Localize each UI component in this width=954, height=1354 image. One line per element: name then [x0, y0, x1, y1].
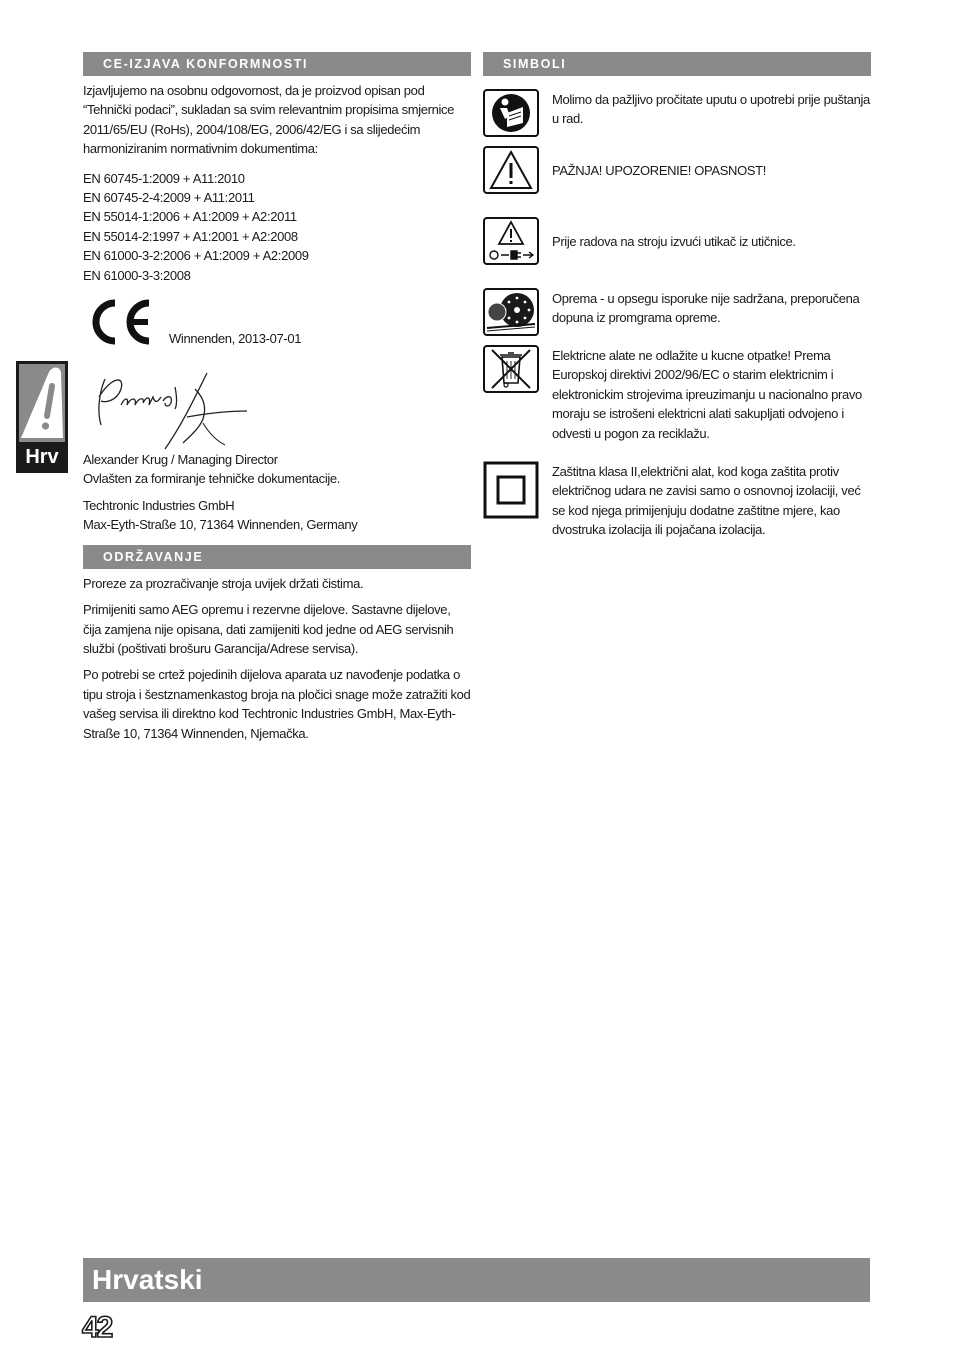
unplug-warning-icon: [483, 217, 539, 265]
warning-exclamation-icon: [19, 364, 65, 442]
standard-item: EN 55014-2:1997 + A1:2001 + A2:2008: [83, 228, 298, 244]
ce-declaration-text: Izjavljujemo na osobnu odgovornost, da je proizvod opisan pod “Tehnički podaci”, sukladan sa svim relevantnim propisima smjernice 2011/65/EU (RoHs), 2004/108/EG, 2006/42/EG i sa slijedećim harmoniziranim normativnim dokumentima:: [83, 83, 455, 157]
place-date: Winnenden, 2013-07-01: [169, 331, 302, 347]
company-block: [83, 496, 471, 535]
maintenance-paragraph: Po potrebi se crtež pojedinih dijelova aparata uz navođenje podatka o tipu stroja i šestznamenkastog broja na pločici snage može zatražiti kod vašeg servisa ili direktno kod Techtronic Industries GmbH, Max-Eyth-Straße 10, 71364 Winnenden, Njemačka.: [83, 667, 471, 741]
symbol-row: [483, 288, 871, 337]
ce-mark-icon: [87, 299, 153, 345]
standard-item: EN 55014-1:2006 + A1:2009 + A2:2011: [83, 209, 297, 225]
symbol-description: Molimo da pažljivo pročitate uputu o upotrebi prije puštanja u rad.: [552, 92, 870, 127]
signatory-role: Ovlašten za formiranje tehničke dokumentacije.: [83, 471, 341, 487]
maintenance-paragraph: Proreze za prozračivanje stroja uvijek držati čistima.: [83, 575, 364, 591]
maintenance-paragraph: Primijeniti samo AEG opremu i rezervne dijelove. Sastavne dijelove, čija zamjena nije opisana, dati zamijeniti kod jedne od AEG servisnih službi (poštivati brošuru Garancija/Adrese servisa).: [83, 602, 454, 656]
signature-image: [91, 367, 251, 451]
company-address: Max-Eyth-Straße 10, 71364 Winnenden, Germany: [83, 517, 358, 533]
symbol-description: Prije radova na stroju izvući utikač iz utičnice.: [552, 234, 796, 249]
signatory-block: [83, 450, 471, 489]
read-manual-icon: [483, 89, 539, 137]
company-name: Techtronic Industries GmbH: [83, 497, 235, 513]
warning-triangle-icon: [483, 146, 539, 194]
warning-box: [19, 364, 65, 442]
signatory-name: Alexander Krug / Managing Director: [83, 452, 278, 468]
standards-list: [83, 169, 471, 285]
standard-item: EN 61000-3-3:2008: [83, 267, 191, 283]
ce-declaration-heading: CE-IZJAVA KONFORMNOSTI: [83, 52, 471, 76]
symbol-description: Elektricne alate ne odlažite u kucne otpatke! Prema Europskoj direktivi 2002/96/EC o starim elektricnim i elektronickim strojevima ipreuzimanju u nacionalno pravo moraju se istrošeni elektricni alati sakupljati odvojeno i odvesti u pogon za reciklažu.: [552, 348, 862, 441]
symbol-row: [483, 146, 871, 209]
symbols-heading: SIMBOLI: [483, 52, 871, 76]
symbol-description: Oprema - u opsegu isporuke nije sadržana, preporučena dopuna iz promgrama opreme.: [552, 291, 860, 326]
standard-item: EN 60745-2-4:2009 + A11:2011: [83, 190, 255, 206]
standard-item: EN 60745-1:2009 + A11:2010: [83, 170, 245, 186]
symbol-row: [483, 89, 871, 138]
symbol-row: [483, 345, 871, 443]
symbol-description: PAŽNJA! UPOZORENIE! OPASNOST!: [552, 163, 767, 178]
standard-item: EN 61000-3-2:2006 + A1:2009 + A2:2009: [83, 248, 309, 264]
ce-mark-row: [83, 299, 471, 361]
symbol-row: [483, 217, 871, 280]
symbol-description: Zaštitna klasa II,električni alat, kod koga zaštita protiv električnog udara ne zavisi samo o osnovnoj izolaciji, već se kod njega primijenjuju dodatne zaštitne mjere, kao dvostruka izolacija ili pojačana izolacija.: [552, 464, 861, 538]
maintenance-heading: ODRŽAVANJE: [83, 545, 471, 569]
weee-bin-icon: [483, 345, 539, 393]
class-ii-icon: [483, 461, 539, 519]
right-column: [483, 52, 871, 540]
symbol-row: [483, 461, 871, 540]
language-code: Hrv: [25, 446, 59, 468]
page-number: 42: [82, 1311, 112, 1344]
footer-language-bar: Hrvatski: [83, 1258, 870, 1302]
accessory-icon: [483, 288, 539, 336]
left-column: [83, 52, 471, 743]
language-side-tab: [16, 361, 68, 473]
